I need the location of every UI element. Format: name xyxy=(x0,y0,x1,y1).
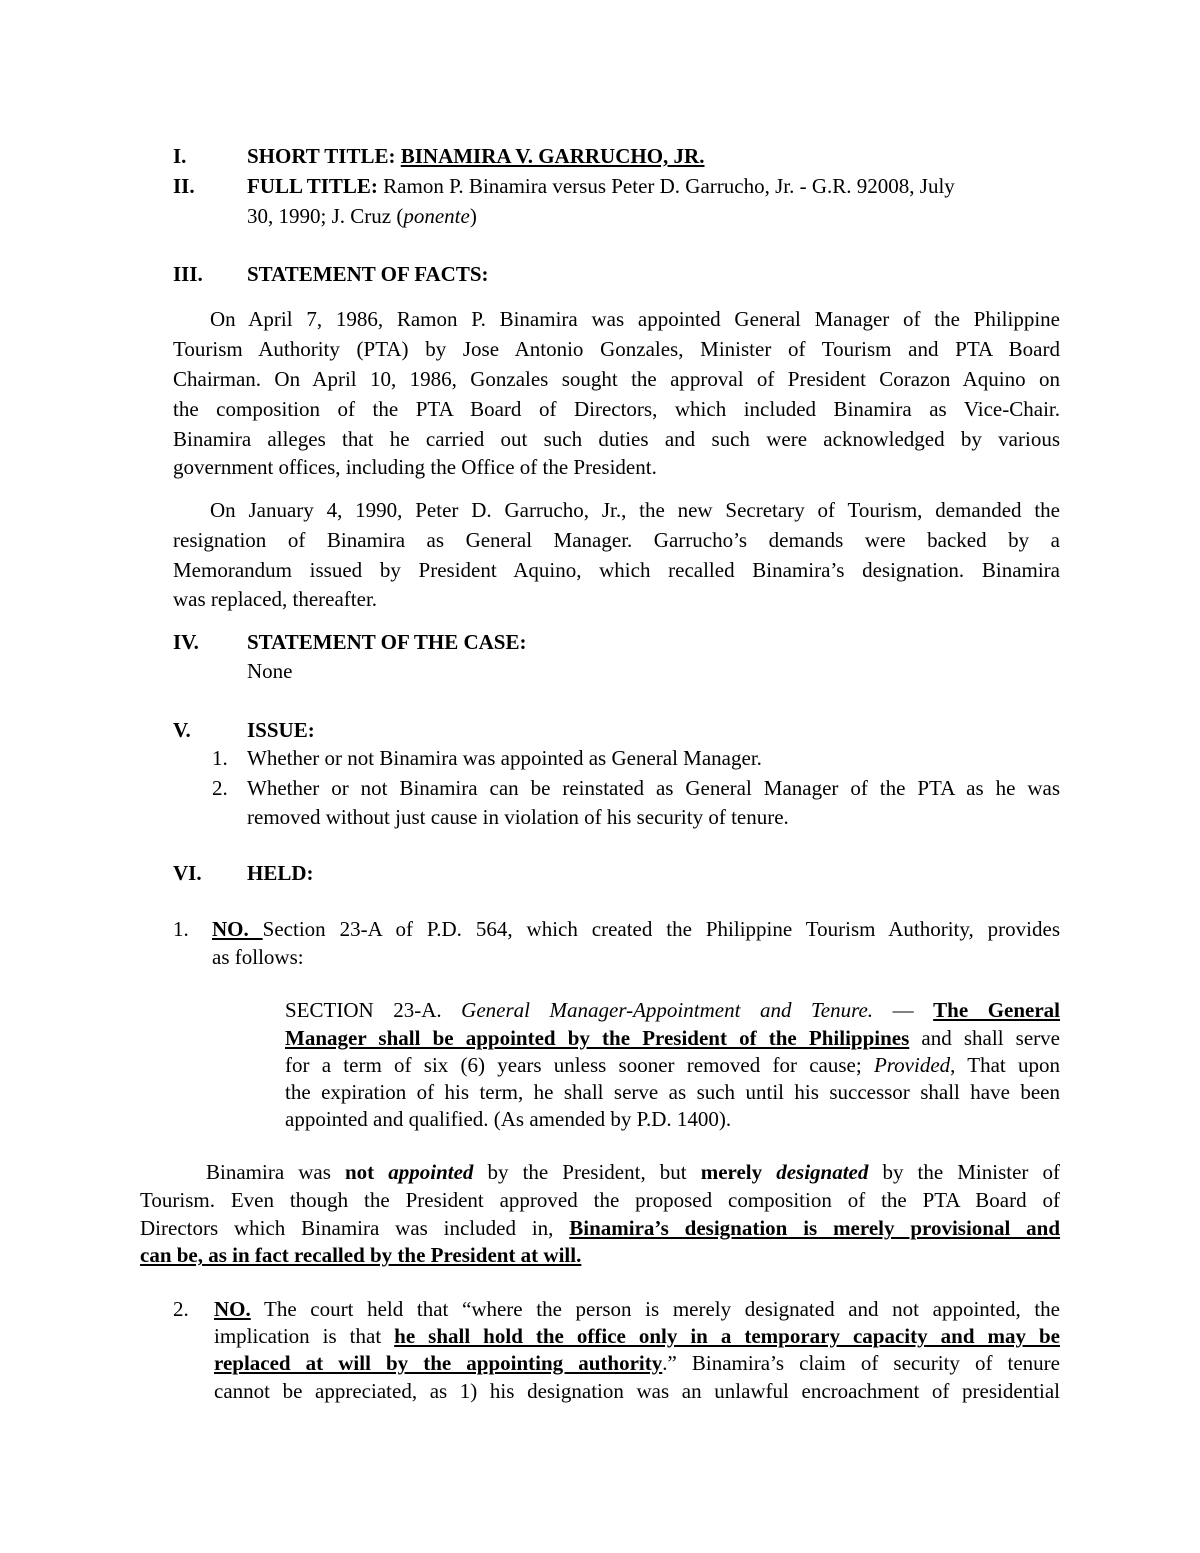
list-number: 1. xyxy=(212,746,228,770)
section-label: HELD: xyxy=(247,861,314,885)
list-number: 2. xyxy=(173,1297,189,1321)
section-label: ISSUE: xyxy=(247,718,315,742)
list-number: 1. xyxy=(173,917,189,941)
case-short-title: BINAMIRA V. GARRUCHO, JR. xyxy=(400,144,705,168)
section-label: STATEMENT OF THE CASE: xyxy=(247,630,527,654)
section-label: STATEMENT OF FACTS: xyxy=(247,262,489,286)
section-number: V. xyxy=(173,718,191,742)
section-label: SHORT TITLE: xyxy=(247,144,401,168)
section-label: FULL TITLE: xyxy=(247,174,384,198)
ruling-no: NO. xyxy=(212,917,263,941)
section-number: IV. xyxy=(173,630,199,654)
section-number: III. xyxy=(173,262,203,286)
list-number: 2. xyxy=(212,776,228,800)
section-number: VI. xyxy=(173,861,202,885)
document-page: I. SHORT TITLE: BINAMIRA V. GARRUCHO, JR. II. FULL TITLE: Ramon P. Binamira versus Peter D. Garrucho, Jr. - G.R. 92008, July 30, 1990; J. Cruz (ponente) III. STATEMENT OF FACTS: On April 7, 1986, Ramon P. Binamira was appointed General Manager of the Philippine Tourism Authority (PTA) by Jose Antonio Gonzales, Minister of Tourism and PTA Board Chairman. On April 10, 1986, Gonzales sought the approval of President Corazon Aquino on the composition of the PTA Board of Directors, which included Binamira as Vice-Chair. Binamira alleges that he carried out such duties and such were acknowledged by various government offices, including the Office of the President. On January 4, 1990, Peter D. Garrucho, Jr., the new Secretary of Tourism, demanded the resignation of Binamira as General Manager. Garrucho’s demands were backed by a Memorandum issued by President Aquino, which recalled Binamira’s designation. Binamira was replaced, thereafter. IV. STATEMENT OF THE CASE: None V. ISSUE: 1. Whether or not Binamira was appointed as General Manager. 2. Whether or not Binamira can be reinstated as General Manager of the PTA as he was removed without just cause in violation of his security of tenure. VI. HELD: 1. NO. Section 23-A of P.D. 564, which created the Philippine Tourism Authority, provides as follows: SECTION 23-A. General Manager-Appointment and Tenure. — The General Manager shall be appointed by the President of the Philippines and shall serve for a term of six (6) years unless sooner removed for cause; Provided, That upon the expiration of his term, he shall serve as such until his successor shall have been appointed and qualified. (As amended by P.D. 1400). Binamira was not appointed by the President, but merely designated by the Minister of Tourism. Even though the President approved the proposed composition of the PTA Board of Directors which Binamira was included in, Binamira’s designation is merely provisional and can be, as in fact recalled by the President at will. 2. NO. The court held that “where the person is merely designated and not appointed, the implication is that he shall hold the office only in a temporary capacity and may be replaced at will by the appointing authority.” Binamira’s claim of security of tenure cannot be appreciated, as 1) his designation was an unlawful encroachment of presidential xyxy=(140,144,1061,1403)
section-number: I. xyxy=(173,144,187,168)
ruling-no: NO. xyxy=(214,1297,251,1321)
section-number: II. xyxy=(173,174,195,198)
full-title-line: Ramon P. Binamira versus Peter D. Garrucho, Jr. - G.R. 92008, July xyxy=(383,174,955,198)
ponente-label: ponente xyxy=(403,204,470,228)
